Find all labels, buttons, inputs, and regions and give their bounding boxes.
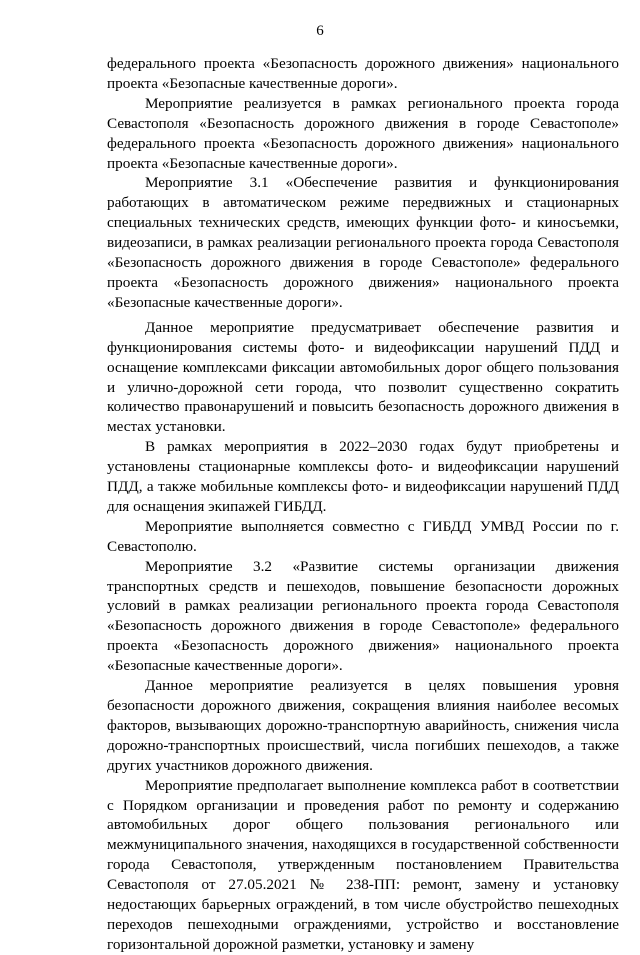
- paragraph-2022-2030-purchases: В рамках мероприятия в 2022–2030 годах будут приобретены и установлены стационарные комплексы фото- и видеофиксации нарушений ПДД, а также мобильные комплексы фото- и видеофиксации нарушений ПДД для оснащения экипажей ГИБДД.: [107, 438, 619, 515]
- paragraph-photo-video-system: Данное мероприятие предусматривает обеспечение развития и функционирования системы фото- и видеофиксации нарушений ПДД и оснащение комплексами фиксации автомобильных дорог общего пользования и улично-дорожной сети города, что позволит существенно сократить количество правонарушений и повысить безопасность дорожного движения в местах установки.: [107, 318, 619, 436]
- paragraph-safety-goals: Данное мероприятие реализуется в целях повышения уровня безопасности дорожного движения, сокращения влияния наиболее весомых факторов, вызывающих дорожно-транспортную аварийность, снижения числа дорожно-транспортных происшествий, числа погибших пешеходов, а также других участников дорожного движения.: [107, 677, 619, 774]
- paragraph-gibdd-cooperation: Мероприятие выполняется совместно с ГИБДД УМВД России по г. Севастополю.: [107, 517, 619, 555]
- page-number: 6: [316, 23, 324, 39]
- paragraph-measure-3-2: Мероприятие 3.2 «Развитие системы организации движения транспортных средств и пешеходов, повышение безопасности дорожных условий в рамках реализации регионального проекта города Севастополя «Безопасность дорожного движения в городе Севастополе» федерального проекта «Безопасность дорожного движения» национального проекта «Безопасные качественные дороги».: [107, 557, 619, 675]
- paragraph-measure-3-1: Мероприятие 3.1 «Обеспечение развития и функционирования работающих в автоматическом режиме передвижных и стационарных специальных технических средств, имеющих функции фото- и киносъемки, видеозаписи, в рамках реализации регионального проекта города Севастополя «Безопасность дорожного движения в городе Севастополе» федерального проекта «Безопасность дорожного движения» национального проекта «Безопасные качественные дороги».: [107, 174, 619, 311]
- paragraph-regional-project: Мероприятие реализуется в рамках регионального проекта города Севастополя «Безопасность дорожного движения в городе Севастополе» федерального проекта «Безопасность дорожного движения» национального проекта «Безопасные качественные дороги».: [107, 94, 619, 172]
- paragraph-continuation: федерального проекта «Безопасность дорожного движения» национального проекта «Безопасные качественные дороги».: [107, 55, 619, 92]
- paragraph-works-complex: Мероприятие предполагает выполнение комплекса работ в соответствии с Порядком организации и проведения работ по ремонту и содержанию автомобильных дорог общего пользования регионального или межмуниципального значения, находящихся в государственной собственности города Севастополя, утвержденным постановлением Правительства Севастополя от 27.05.2021 № 238-ПП: ремонт, замену и установку недостающих барьерных ограждений, в том числе обустройство пешеходных переходов пешеходными ограждениями, устройство и восстановление горизонтальной дорожной разметки, установку и замену: [107, 776, 619, 953]
- document-body: [107, 54, 619, 955]
